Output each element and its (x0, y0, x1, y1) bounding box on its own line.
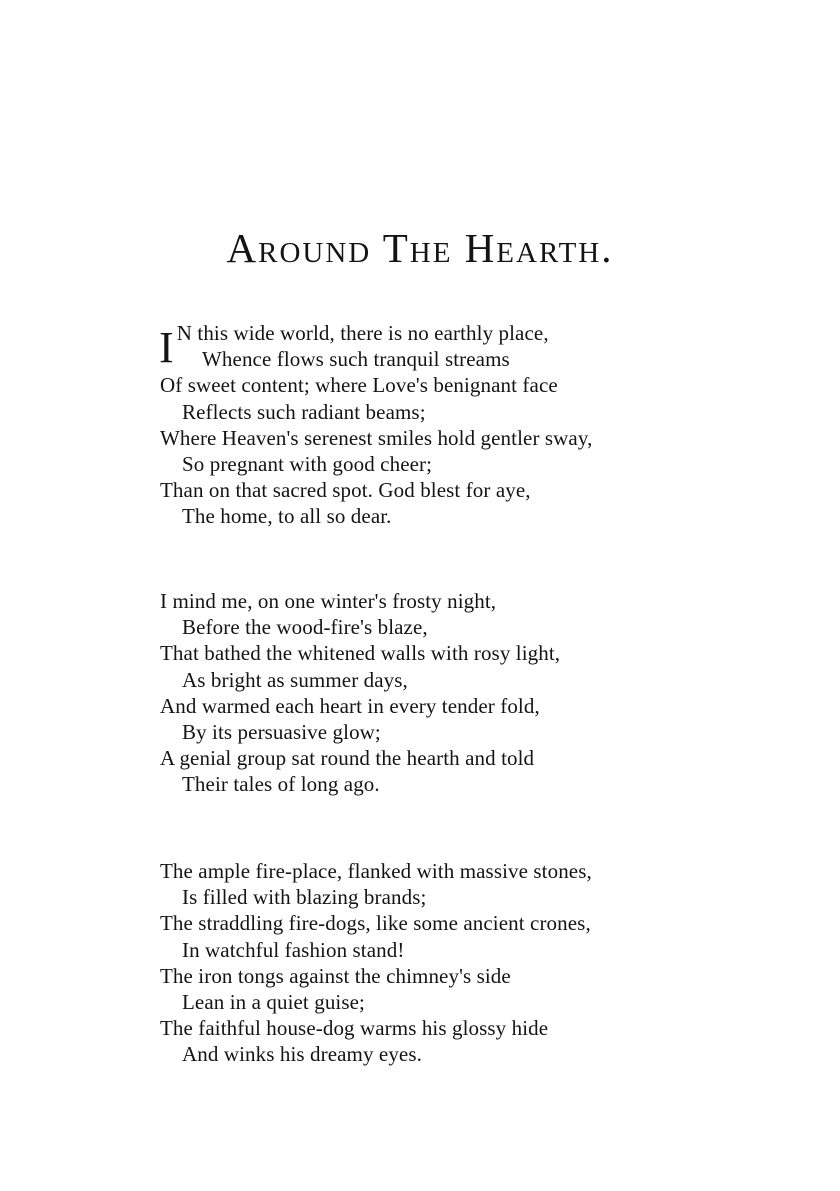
poem-line: Reflects such radiant beams; (182, 399, 426, 424)
poem-title: Around The Hearth. (226, 225, 614, 271)
poem-line: So pregnant with good cheer; (182, 451, 433, 476)
poem-line: A genial group sat round the hearth and told (160, 746, 535, 771)
poem-line-text: N this wide world, there is no earthly place, (176, 321, 549, 345)
poem-line: Before the wood-fire's blaze, (182, 615, 428, 640)
poem-line: And warmed each heart in every tender fold, (160, 693, 540, 718)
drop-cap: I (159, 323, 174, 372)
poem-line: Is filled with blazing brands; (182, 885, 427, 910)
poem-line: And winks his dreamy eyes. (182, 1042, 422, 1067)
poem-line: As bright as summer days, (182, 667, 408, 692)
poem-line: The home, to all so dear. (182, 504, 392, 529)
stanza-2 (160, 588, 740, 798)
stanza-1 (160, 320, 740, 530)
poem-line: The straddling fire-dogs, like some ancient crones, (160, 911, 591, 936)
poem-line: Than on that sacred spot. God blest for aye, (160, 478, 531, 503)
poem-line: Whence flows such tranquil streams (202, 347, 510, 372)
poem-line: By its persuasive glow; (182, 719, 381, 744)
poem-line: That bathed the whitened walls with rosy light, (160, 641, 561, 666)
stanza-3 (160, 858, 740, 1068)
poem-line: The ample fire-place, flanked with massive stones, (160, 859, 592, 883)
poem-line: The faithful house-dog warms his glossy hide (160, 1016, 549, 1041)
poem-line: Where Heaven's serenest smiles hold gentler sway, (160, 425, 593, 450)
poem-line: Of sweet content; where Love's benignant face (160, 373, 558, 398)
poem-line: Their tales of long ago. (182, 772, 380, 797)
poem-line: I mind me, on one winter's frosty night, (160, 589, 497, 613)
poem-line: In watchful fashion stand! (182, 937, 405, 962)
poem-line: The iron tongs against the chimney's side (160, 963, 511, 988)
poem-line: Lean in a quiet guise; (182, 989, 365, 1014)
